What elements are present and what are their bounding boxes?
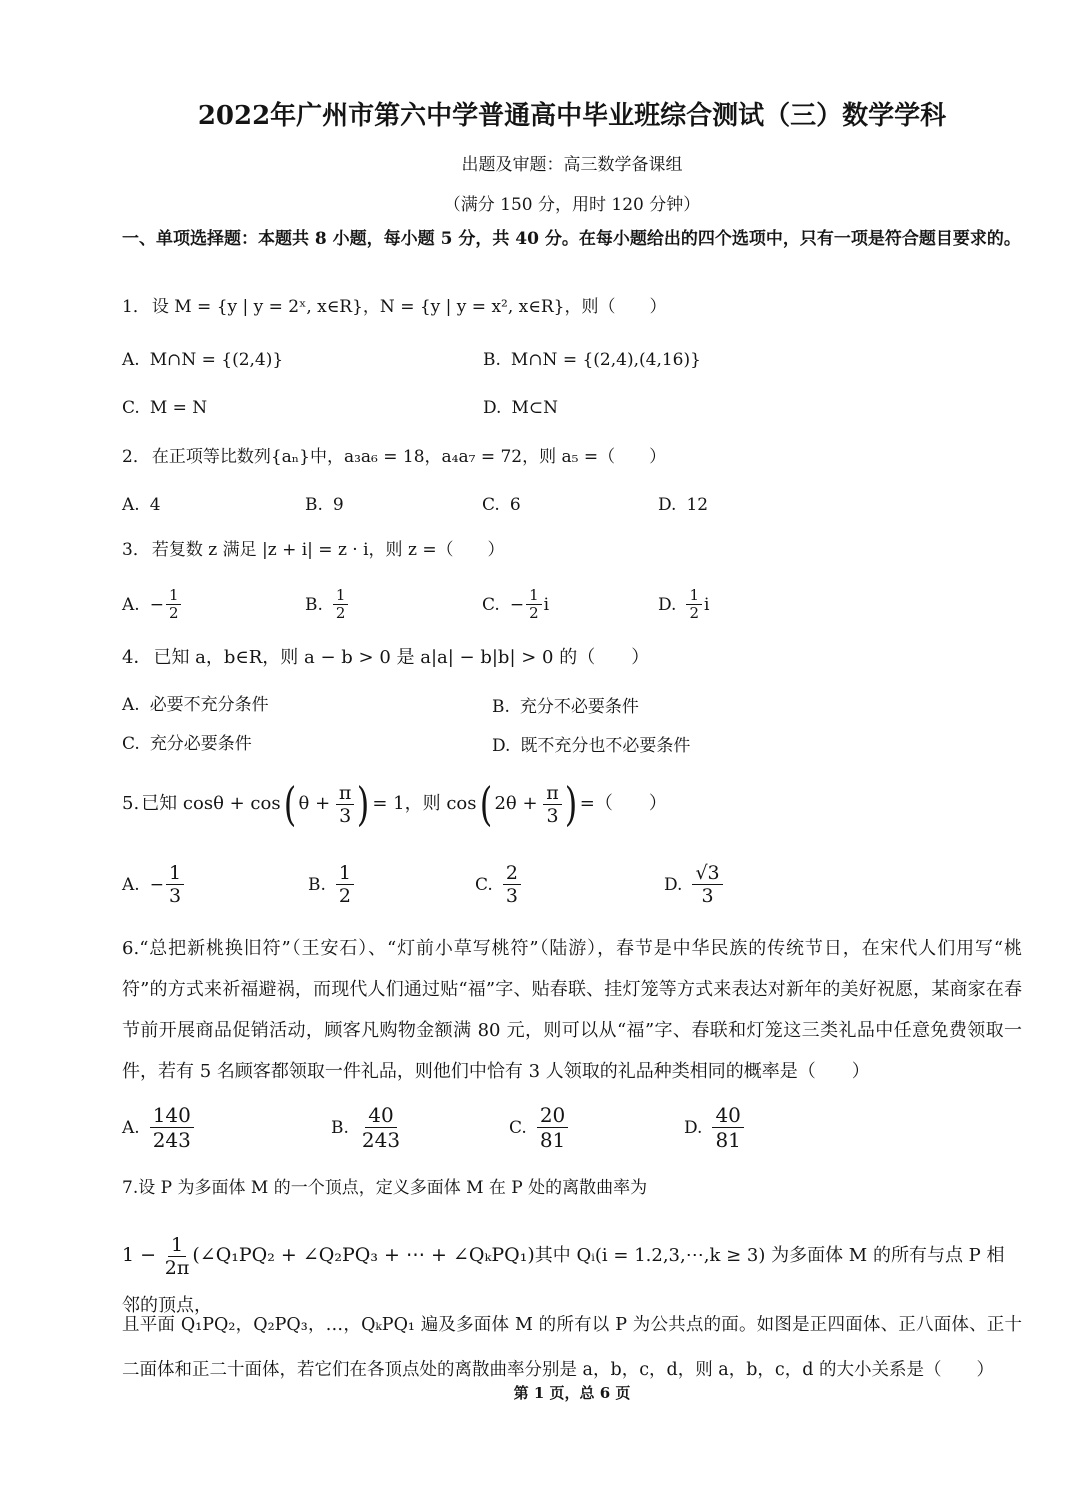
fraction-denominator: 81 <box>715 1128 741 1152</box>
option-text: 9 <box>332 495 344 515</box>
option-label: C. <box>122 734 140 754</box>
option-label: C. <box>482 495 500 515</box>
fraction-numerator: 2 <box>503 862 521 885</box>
option-text: 充分不必要条件 <box>519 697 639 717</box>
imaginary-unit: i <box>703 594 710 615</box>
question-2-option-d <box>658 492 708 518</box>
left-paren: ( <box>283 777 296 831</box>
question-1-stem <box>122 294 1022 320</box>
fraction <box>166 587 182 622</box>
option-label: D. <box>658 495 677 515</box>
question-4-stem <box>122 645 1022 671</box>
fraction <box>333 587 349 622</box>
fraction-denominator: 2π <box>164 1256 190 1279</box>
fraction-denominator: 2 <box>338 885 351 907</box>
fraction-numerator: 1 <box>168 1234 186 1257</box>
question-6-option-a <box>122 1103 194 1152</box>
question-3-option-b <box>305 587 348 622</box>
imaginary-unit: i <box>543 594 550 615</box>
page-footer: 第 1 页，总 6 页 <box>513 1384 631 1402</box>
option-label: A. <box>122 495 140 515</box>
option-label: C. <box>482 594 500 615</box>
exam-score-info: （满分 150 分，用时 120 分钟） <box>443 195 701 215</box>
fraction-numerator: 1 <box>686 587 702 605</box>
exam-title: 2022年广州市第六中学普通高中毕业班综合测试（三）数学学科 <box>197 101 947 131</box>
option-label: D. <box>684 1117 703 1138</box>
fraction-numerator: 140 <box>150 1103 194 1128</box>
option-label: B. <box>331 1117 349 1138</box>
stem-mid: = 1，则 cos <box>372 793 477 814</box>
fraction-denominator: 243 <box>152 1128 191 1152</box>
fraction-numerator: √3 <box>692 862 722 885</box>
section-heading: 一、单项选择题：本题共 8 小题，每小题 5 分，共 40 分。在每小题给出的四个选项中，只有一项是符合题目要求的。 <box>122 229 1021 249</box>
option-label: B. <box>308 874 326 895</box>
question-4-option-b <box>492 694 639 720</box>
fraction <box>686 587 702 622</box>
question-text: 设 M = {y | y = 2ˣ, x∈R}，N = {y | y = x², x∈R}，则（ ） <box>151 297 667 317</box>
question-7-intro <box>122 1175 1022 1201</box>
question-4-option-a <box>122 692 269 718</box>
option-label: A. <box>122 594 140 615</box>
question-2-option-c <box>482 492 521 518</box>
question-4-option-d <box>492 733 690 759</box>
option-label: A. <box>122 874 140 895</box>
option-label: B. <box>305 594 323 615</box>
option-label: A. <box>122 350 140 370</box>
option-text: M∩N = {(2,4),(4,16)} <box>510 350 701 370</box>
question-6-option-c <box>509 1103 568 1152</box>
fraction-denominator: 2 <box>168 604 179 622</box>
fraction-numerator: 1 <box>336 862 354 885</box>
fraction <box>166 862 184 907</box>
exam-authors: 出题及审题：高三数学备课组 <box>461 155 683 175</box>
fraction-denominator: 2 <box>529 604 539 622</box>
question-1-option-a <box>122 347 283 373</box>
stem-tail: =（ ） <box>579 793 667 814</box>
fraction-denominator: 2 <box>689 604 699 622</box>
fraction-numerator: 1 <box>166 587 182 605</box>
fraction-numerator: 40 <box>712 1103 743 1128</box>
left-paren: ( <box>479 777 492 831</box>
option-label: C. <box>509 1117 527 1138</box>
fraction-numerator: 40 <box>365 1103 396 1128</box>
option-label: B. <box>305 495 323 515</box>
question-number: 7. <box>122 1178 139 1198</box>
question-number: 3． <box>122 540 150 560</box>
option-text: M∩N = {(2,4)} <box>149 350 284 370</box>
question-2-stem <box>122 444 1022 470</box>
stem-lead: 已知 cosθ + cos <box>141 793 281 814</box>
question-text: 在正项等比数列{aₙ}中，a₃a₆ = 18，a₄a₇ = 72，则 a₅ =（ ） <box>151 447 667 467</box>
fraction <box>162 1234 193 1279</box>
question-5-option-d <box>664 862 723 907</box>
fraction-denominator: 3 <box>701 885 714 907</box>
fraction <box>692 862 722 907</box>
stem-arg: θ + <box>298 793 331 814</box>
question-3-stem <box>122 537 1022 563</box>
question-text: 设 P 为多面体 M 的一个顶点，定义多面体 M 在 P 处的离散曲率为 <box>138 1178 648 1198</box>
question-6-option-d <box>684 1103 744 1152</box>
fraction-numerator: π <box>336 782 355 805</box>
question-1-option-c <box>122 395 207 421</box>
fraction-numerator: 1 <box>333 587 349 605</box>
minus-sign: − <box>149 874 164 895</box>
option-label: C. <box>475 874 493 895</box>
question-number: 2． <box>122 447 150 467</box>
fraction-denominator: 2 <box>335 604 346 622</box>
option-text: 充分必要条件 <box>149 734 252 754</box>
fraction <box>503 862 521 907</box>
option-label: D. <box>664 874 683 895</box>
fraction <box>712 1103 743 1152</box>
fraction <box>359 1103 403 1152</box>
option-label: A. <box>122 1117 140 1138</box>
option-label: B. <box>483 350 501 370</box>
option-label: B. <box>492 697 510 717</box>
fraction-numerator: 20 <box>537 1103 568 1128</box>
option-text: M⊂N <box>511 398 558 418</box>
question-number: 6. <box>122 938 140 959</box>
question-text: 已知 a，b∈R，则 a − b > 0 是 a|a| − b|b| > 0 的（ ） <box>153 647 650 668</box>
fraction <box>543 782 562 827</box>
fraction-numerator: 1 <box>166 862 184 885</box>
question-3-option-a <box>122 587 181 622</box>
option-label: D. <box>483 398 502 418</box>
formula-trail-text: 其中 Qᵢ(i = 1.2,3,⋯,k ≥ 3) 为多面体 M 的所有与点 P 相邻的顶点， <box>122 1245 1005 1316</box>
option-text: 12 <box>686 495 709 515</box>
option-text: 必要不充分条件 <box>149 695 269 715</box>
stem-arg: 2θ + <box>494 793 538 814</box>
option-text: 6 <box>509 495 521 515</box>
fraction-numerator: 1 <box>526 587 542 605</box>
question-7-continuation: 且平面 Q₁PQ₂，Q₂PQ₃，…，QₖPQ₁ 遍及多面体 M 的所有以 P 为公共点的面。如图是正四面体、正八面体、正十二面体和正二十面体，若它们在各顶点处的离散曲率分别是 a，b，c，d，则 a，b，c，d 的大小关系是（ ） <box>122 1315 1022 1380</box>
question-6-option-b <box>331 1103 403 1152</box>
question-number: 5. <box>122 793 140 814</box>
question-number: 1． <box>122 297 150 317</box>
question-number: 4． <box>122 647 152 668</box>
fraction <box>150 1103 194 1152</box>
fraction <box>526 587 542 622</box>
fraction-denominator: 3 <box>546 804 559 827</box>
right-paren: ) <box>564 777 578 831</box>
option-label: D. <box>658 594 677 615</box>
fraction-denominator: 3 <box>168 885 182 907</box>
fraction <box>537 1103 568 1152</box>
question-4-option-c <box>122 731 252 757</box>
option-text: M = N <box>149 398 208 418</box>
question-5-stem <box>122 776 1022 832</box>
fraction-denominator: 3 <box>505 885 518 907</box>
question-6-stem <box>122 928 1022 1092</box>
question-3-option-d <box>658 587 709 622</box>
fraction-numerator: π <box>543 782 562 805</box>
question-1-option-d <box>483 395 558 421</box>
option-label: C. <box>122 398 140 418</box>
option-label: A. <box>122 695 140 715</box>
fraction-denominator: 243 <box>361 1128 401 1152</box>
question-2-option-b <box>305 492 344 518</box>
minus-sign: − <box>149 594 164 615</box>
question-text: “总把新桃换旧符”（王安石）、“灯前小草写桃符”（陆游），春节是中华民族的传统节日，在宋代人们用写“桃符”的方式来祈福避祸，而现代人们通过贴“福”字、贴春联、挂灯笼等方式来表达对新年的美好祝愿，某商家在春节前开展商品促销活动，顾客凡购物金额满 80 元，则可以从“福”字、春联和灯笼这三类礼品中任意免费领取一件，若有 5 名顾客都领取一件礼品，则他们中恰有 3 人领取的礼品种类相同的概率是（ ） <box>122 938 1022 1082</box>
option-label: D. <box>492 736 511 756</box>
minus-sign: − <box>509 594 525 615</box>
question-5-option-a <box>122 862 184 907</box>
right-paren: ) <box>357 777 370 831</box>
question-2-option-a <box>122 492 161 518</box>
question-1-option-b <box>483 347 701 373</box>
fraction <box>336 862 354 907</box>
fraction <box>336 782 355 827</box>
fraction-denominator: 81 <box>539 1128 566 1152</box>
question-5-option-c <box>475 862 521 907</box>
option-text: 4 <box>149 495 161 515</box>
question-5-option-b <box>308 862 354 907</box>
option-text: 既不充分也不必要条件 <box>520 736 691 756</box>
question-3-option-c <box>482 587 549 622</box>
formula-angle-sum: (∠Q₁PQ₂ + ∠Q₂PQ₃ + ⋯ + ∠QₖPQ₁) <box>192 1244 535 1266</box>
question-text: 若复数 z 满足 |z + i| = z · i，则 z =（ ） <box>151 540 505 560</box>
fraction-denominator: 3 <box>339 804 352 827</box>
formula-lead: 1 − <box>122 1244 157 1266</box>
